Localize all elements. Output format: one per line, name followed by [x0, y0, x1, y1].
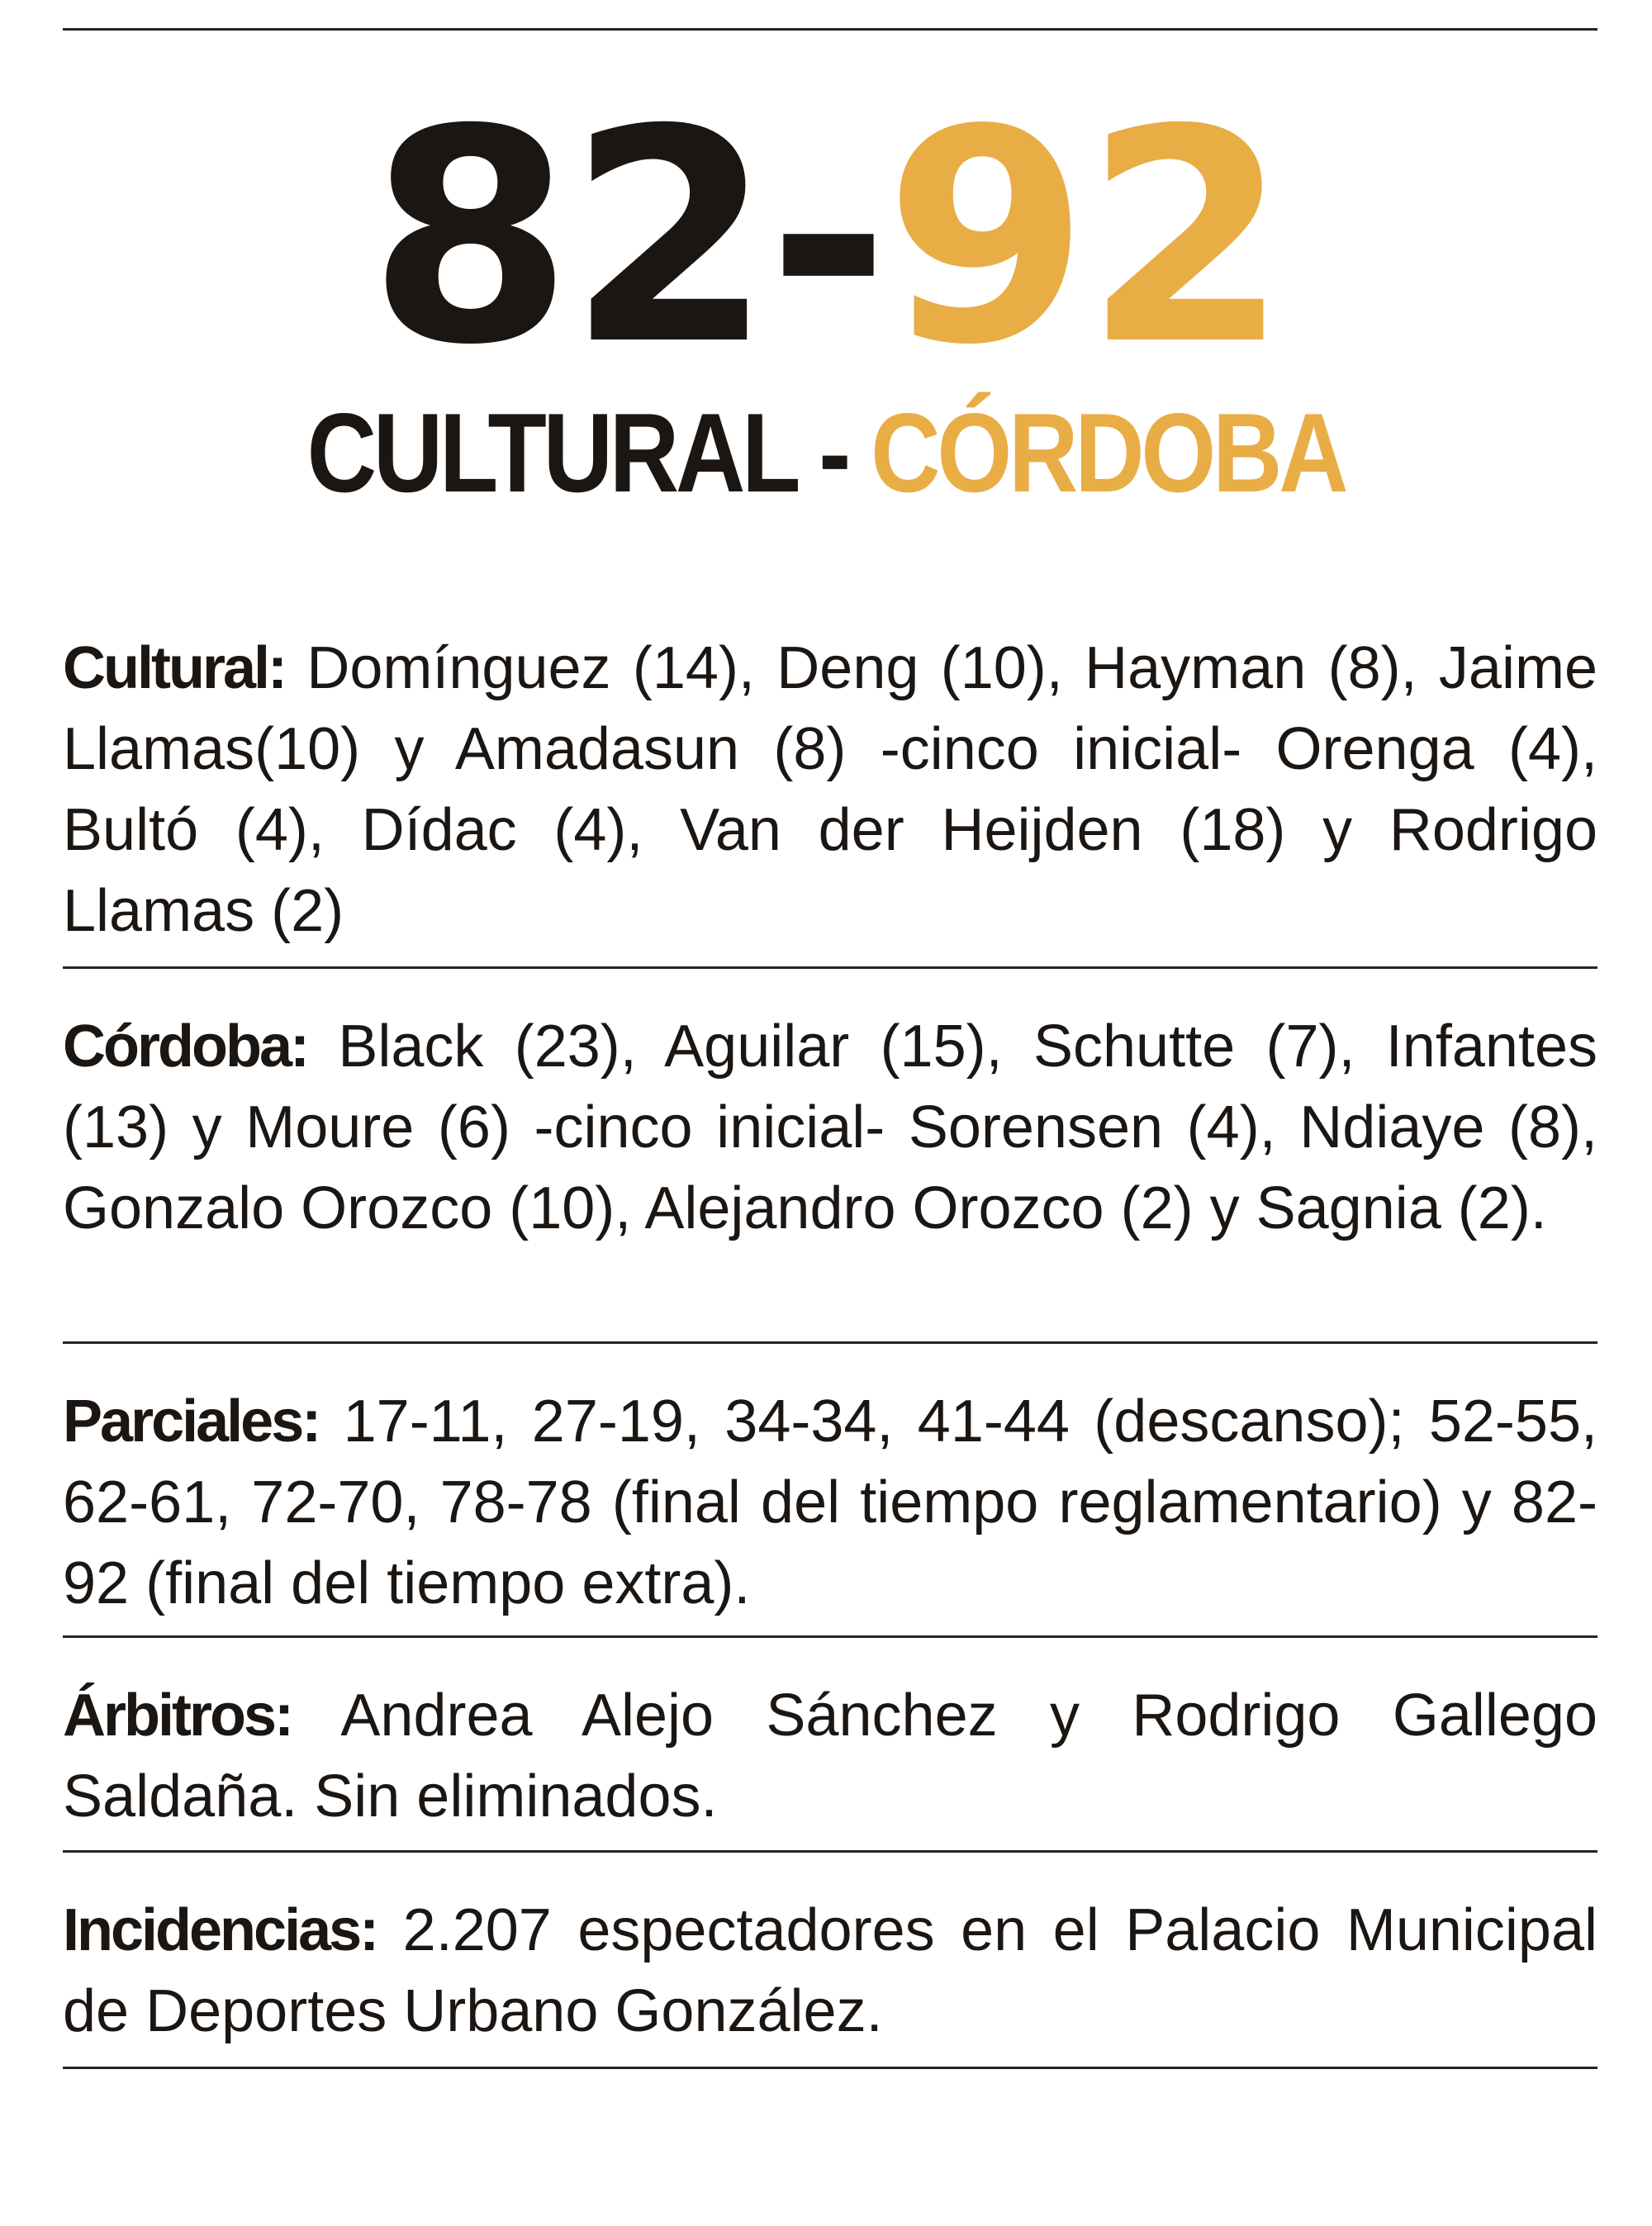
section-divider: [63, 1635, 1597, 1638]
section-cordoba: [63, 1006, 1597, 1249]
score-separator: -: [767, 67, 885, 409]
away-score: 92: [884, 67, 1284, 409]
section-text: 2.207 espectadores en el Palacio Municipal de Deportes Urbano González.: [63, 1897, 1597, 2044]
section-label: Cultural:: [63, 635, 285, 701]
section-cultural: [63, 628, 1597, 952]
section-parciales: [63, 1381, 1597, 1624]
section-label: Parciales:: [63, 1388, 320, 1455]
bottom-rule: [63, 2067, 1597, 2069]
away-team: CÓRDOBA: [871, 390, 1346, 515]
section-arbitros: [63, 1675, 1597, 1837]
section-text: Andrea Alejo Sánchez y Rodrigo Gallego Saldaña. Sin eliminados.: [63, 1683, 1597, 1830]
section-divider: [63, 1341, 1597, 1344]
section-text: 17-11, 27-19, 34-34, 41-44 (descanso); 52-55, 62-61, 72-70, 78-78 (final del tiempo reglamentario) y 82-92 (final del tiempo extra).: [63, 1388, 1597, 1616]
final-score: [0, 67, 1652, 409]
top-rule: [63, 28, 1597, 31]
team-separator: -: [795, 390, 871, 515]
section-text: Black (23), Aguilar (15), Schutte (7), Infantes (13) y Moure (6) -cinco inicial- Sorensen (4), Ndiaye (8), Gonzalo Orozco (10), Alejandro Orozco (2) y Sagnia (2).: [63, 1013, 1597, 1241]
section-incidencias: [63, 1890, 1597, 2052]
section-label: Córdoba:: [63, 1013, 307, 1080]
section-text: Domínguez (14), Deng (10), Hayman (8), Jaime Llamas(10) y Amadasun (8) -cinco inicial- Orenga (4), Bultó (4), Dídac (4), Van der Heijden (18) y Rodrigo Llamas (2): [63, 635, 1597, 944]
section-divider: [63, 966, 1597, 969]
section-divider: [63, 1850, 1597, 1853]
section-label: Árbitros:: [63, 1683, 292, 1749]
section-label: Incidencias:: [63, 1897, 377, 1963]
home-score: 82: [368, 67, 768, 409]
home-team: CULTURAL: [306, 390, 796, 515]
team-names: [116, 390, 1536, 515]
